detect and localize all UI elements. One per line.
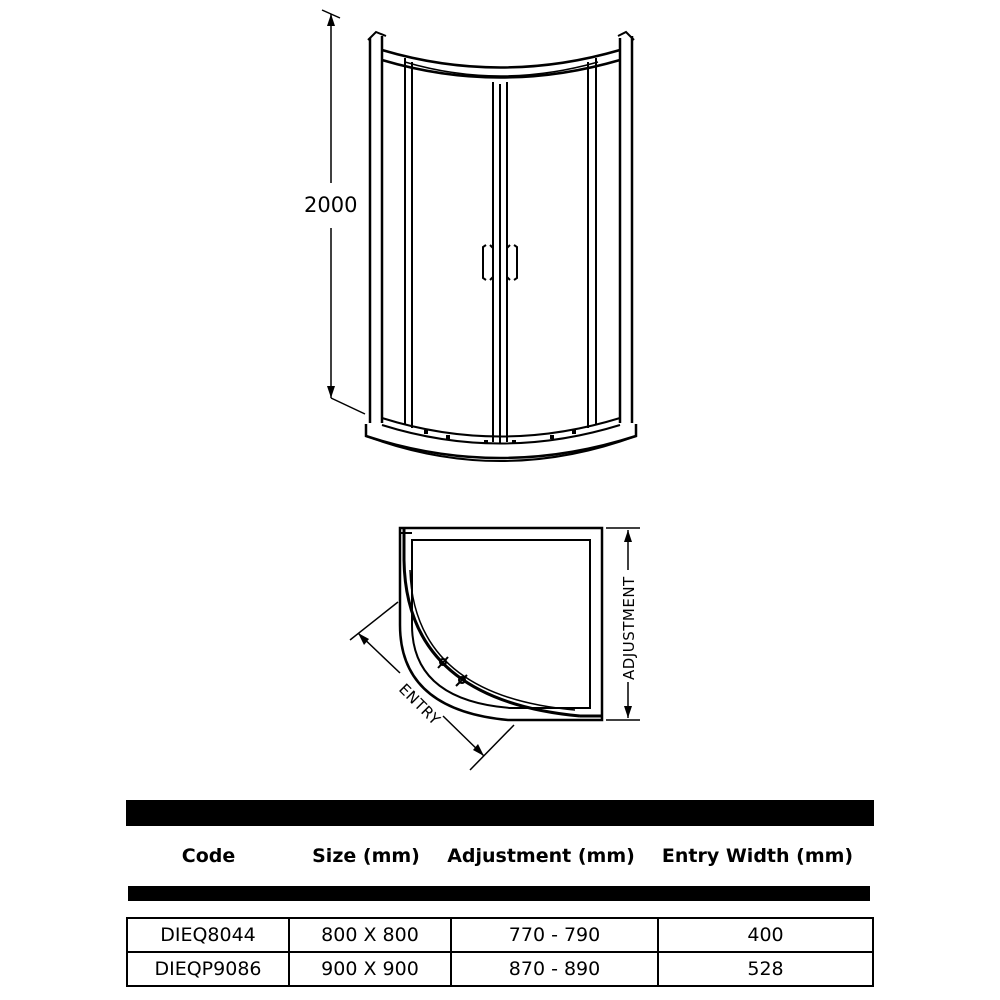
cell-adjustment: 770 - 790	[450, 919, 657, 951]
header-code: Code	[181, 845, 236, 867]
entry-label: ENTRY	[395, 680, 444, 729]
door-handle-left-icon	[483, 245, 493, 280]
header-size: Size (mm)	[312, 845, 420, 867]
header-adjustment: Adjustment (mm)	[447, 845, 635, 867]
cell-entry-width: 528	[657, 953, 872, 985]
table-row	[128, 951, 872, 985]
cell-code: DIEQP9086	[154, 958, 262, 980]
spec-table	[126, 800, 874, 987]
table-row	[128, 919, 872, 951]
cell-size: 800 X 800	[288, 919, 450, 951]
table-body	[126, 917, 874, 987]
header-entry-width: Entry Width (mm)	[661, 845, 854, 867]
cell-entry-width: 400	[657, 919, 872, 951]
front-elevation	[322, 10, 636, 461]
adjustment-label: ADJUSTMENT	[620, 576, 638, 680]
table-header-divider	[128, 886, 870, 901]
door-handle-right-icon	[507, 245, 517, 280]
table-header-row	[126, 826, 874, 886]
entry-dimension	[350, 602, 514, 770]
cell-code: DIEQ8044	[160, 924, 256, 946]
height-label: 2000	[304, 193, 358, 217]
plan-view	[350, 528, 640, 770]
cell-size: 900 X 900	[288, 953, 450, 985]
table-top-bar	[126, 800, 874, 826]
cell-adjustment: 870 - 890	[450, 953, 657, 985]
